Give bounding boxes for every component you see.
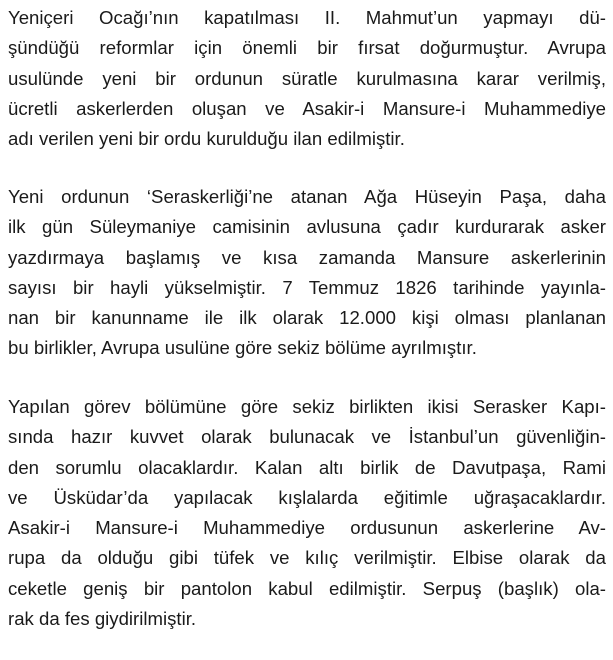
text-line: ceketle geniş bir pantolon kabul edilmiştir. Serpuş (başlık) ola-: [8, 577, 606, 599]
paragraph-1: [8, 3, 606, 154]
text-line: Yeniçeri Ocağı’nın kapatılması II. Mahmut’un yapmayı dü-: [8, 7, 606, 28]
text-line: nan bir kanunname ile ilk olarak 12.000 kişi olması planlanan: [8, 307, 606, 329]
text-line: adı verilen yeni bir ordu kurulduğu ilan edilmiştir.: [8, 128, 405, 150]
text-line: usulünde yeni bir ordunun süratle kurulmasına karar verilmiş,: [8, 67, 606, 89]
text-line: bu birlikler, Avrupa usulüne göre sekiz bölüme ayrılmıştır.: [8, 337, 477, 359]
text-line: Asakir-i Mansure-i Muhammediye ordusunun askerlerine Av-: [8, 517, 606, 539]
text-line: şündüğü reformlar için önemli bir fırsat doğurmuştur. Avrupa: [8, 37, 606, 59]
text-line: den sorumlu olacaklardır. Kalan altı birlik de Davutpaşa, Rami: [8, 456, 606, 478]
text-line: rak da fes giydirilmiştir.: [8, 608, 197, 630]
paragraph-3: [8, 392, 606, 634]
text-line: sında hazır kuvvet olarak bulunacak ve İstanbul’un güvenliğin-: [8, 426, 606, 448]
text-line: ve Üsküdar’da yapılacak kışlalarda eğitimle uğraşacaklardır.: [8, 486, 606, 508]
paragraph-2: [8, 182, 606, 364]
text-line: yazdırmaya başlamış ve kısa zamanda Mansure askerlerinin: [8, 246, 606, 268]
text-line: sayısı bir hayli yükselmiştir. 7 Temmuz 1826 tarihinde yayınla-: [8, 276, 606, 298]
text-line: Yapılan görev bölümüne göre sekiz birlikten ikisi Serasker Kapı-: [8, 396, 606, 417]
text-line: rupa da olduğu gibi tüfek ve kılıç verilmiştir. Elbise olarak da: [8, 547, 606, 569]
text-line: Yeni ordunun ‘Seraskerliği’ne atanan Ağa Hüseyin Paşa, daha: [8, 186, 606, 207]
text-line: ilk gün Süleymaniye camisinin avlusuna çadır kurdurarak asker: [8, 216, 606, 238]
text-line: ücretli askerlerden oluşan ve Asakir-i Mansure-i Muhammediye: [8, 97, 606, 119]
